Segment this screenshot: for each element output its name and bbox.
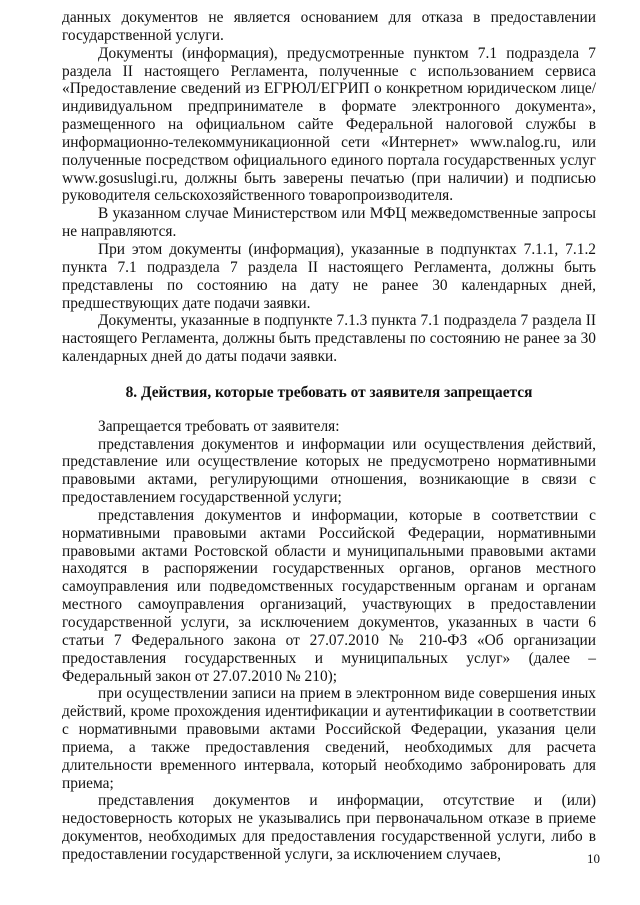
body-paragraph: При этом документы (информация), указанные в подпунктах 7.1.1, 7.1.2 пункта 7.1 подраздела 7 раздела II настоящего Регламента, должны быть представлены по состоянию на дату не ранее 30 календарных дней, предшествующих дате подачи заявки. <box>62 240 596 312</box>
document-body <box>62 9 596 864</box>
body-paragraph: при осуществлении записи на прием в электронном виде совершения иных действий, кроме прохождения идентификации и аутентификации в соответствии с нормативными правовыми актами Российской Федерации, указания цели приема, а также предоставления сведений, необходимых для расчета длительности временного интервала, который необходимо забронировать для приема; <box>62 685 596 792</box>
body-paragraph: данных документов не является основанием для отказа в предоставлении государственной услуги. <box>62 9 596 44</box>
body-paragraph: В указанном случае Министерством или МФЦ межведомственные запросы не направляются. <box>62 205 596 241</box>
section-heading: 8. Действия, которые требовать от заявителя запрещается <box>125 383 533 401</box>
body-paragraph: Документы, указанные в подпункте 7.1.3 пункта 7.1 подраздела 7 раздела II настоящего Регламента, должны быть представлены по состоянию не ранее за 30 календарных дней до даты подачи заявки. <box>62 312 596 366</box>
body-paragraph: Документы (информация), предусмотренные пунктом 7.1 подраздела 7 раздела II настоящего Регламента, полученные с использованием сервиса «Предоставление сведений из ЕГРЮЛ/ЕГРИП о конкретном юридическом лице/индивидуальном предпринимателе в формате электронного документа», размещенного на официальном сайте Федеральной налоговой службы в информационно-телекоммуникационной сети «Интернет» www.nalog.ru, или полученные посредством официального единого портала государственных услуг www.gosuslugi.ru, должны быть заверены печатью (при наличии) и подписью руководителя сельскохозяйственного товаропроизводителя. <box>62 44 596 205</box>
body-paragraph: представления документов и информации, отсутствие и (или) недостоверность которых не указывались при первоначальном отказе в приеме документов, необходимых для предоставления государственной услуги, либо в предоставлении государственной услуги, за исключением случаев, <box>62 792 596 863</box>
body-paragraph: представления документов и информации, которые в соответствии с нормативными правовыми актами Российской Федерации, нормативными правовыми актами Ростовской области и муниципальными правовыми актами находятся в распоряжении государственных органов, органов местного самоуправления или подведомственных государственным органам и органам местного самоуправления организаций, участвующих в предоставлении государственной услуги, за исключением документов, указанных в части 6 статьи 7 Федерального закона от 27.07.2010 № 210-ФЗ «Об организации предоставления государственных и муниципальных услуг» (далее – Федеральный закон от 27.07.2010 № 210); <box>62 506 596 685</box>
page-number: 10 <box>587 851 600 866</box>
body-paragraph: представления документов и информации или осуществления действий, представление или осуществление которых не предусмотрено нормативными правовыми актами, регулирующими отношения, возникающие в связи с предоставлением государственной услуги; <box>62 435 596 507</box>
body-paragraph: Запрещается требовать от заявителя: <box>98 417 340 435</box>
